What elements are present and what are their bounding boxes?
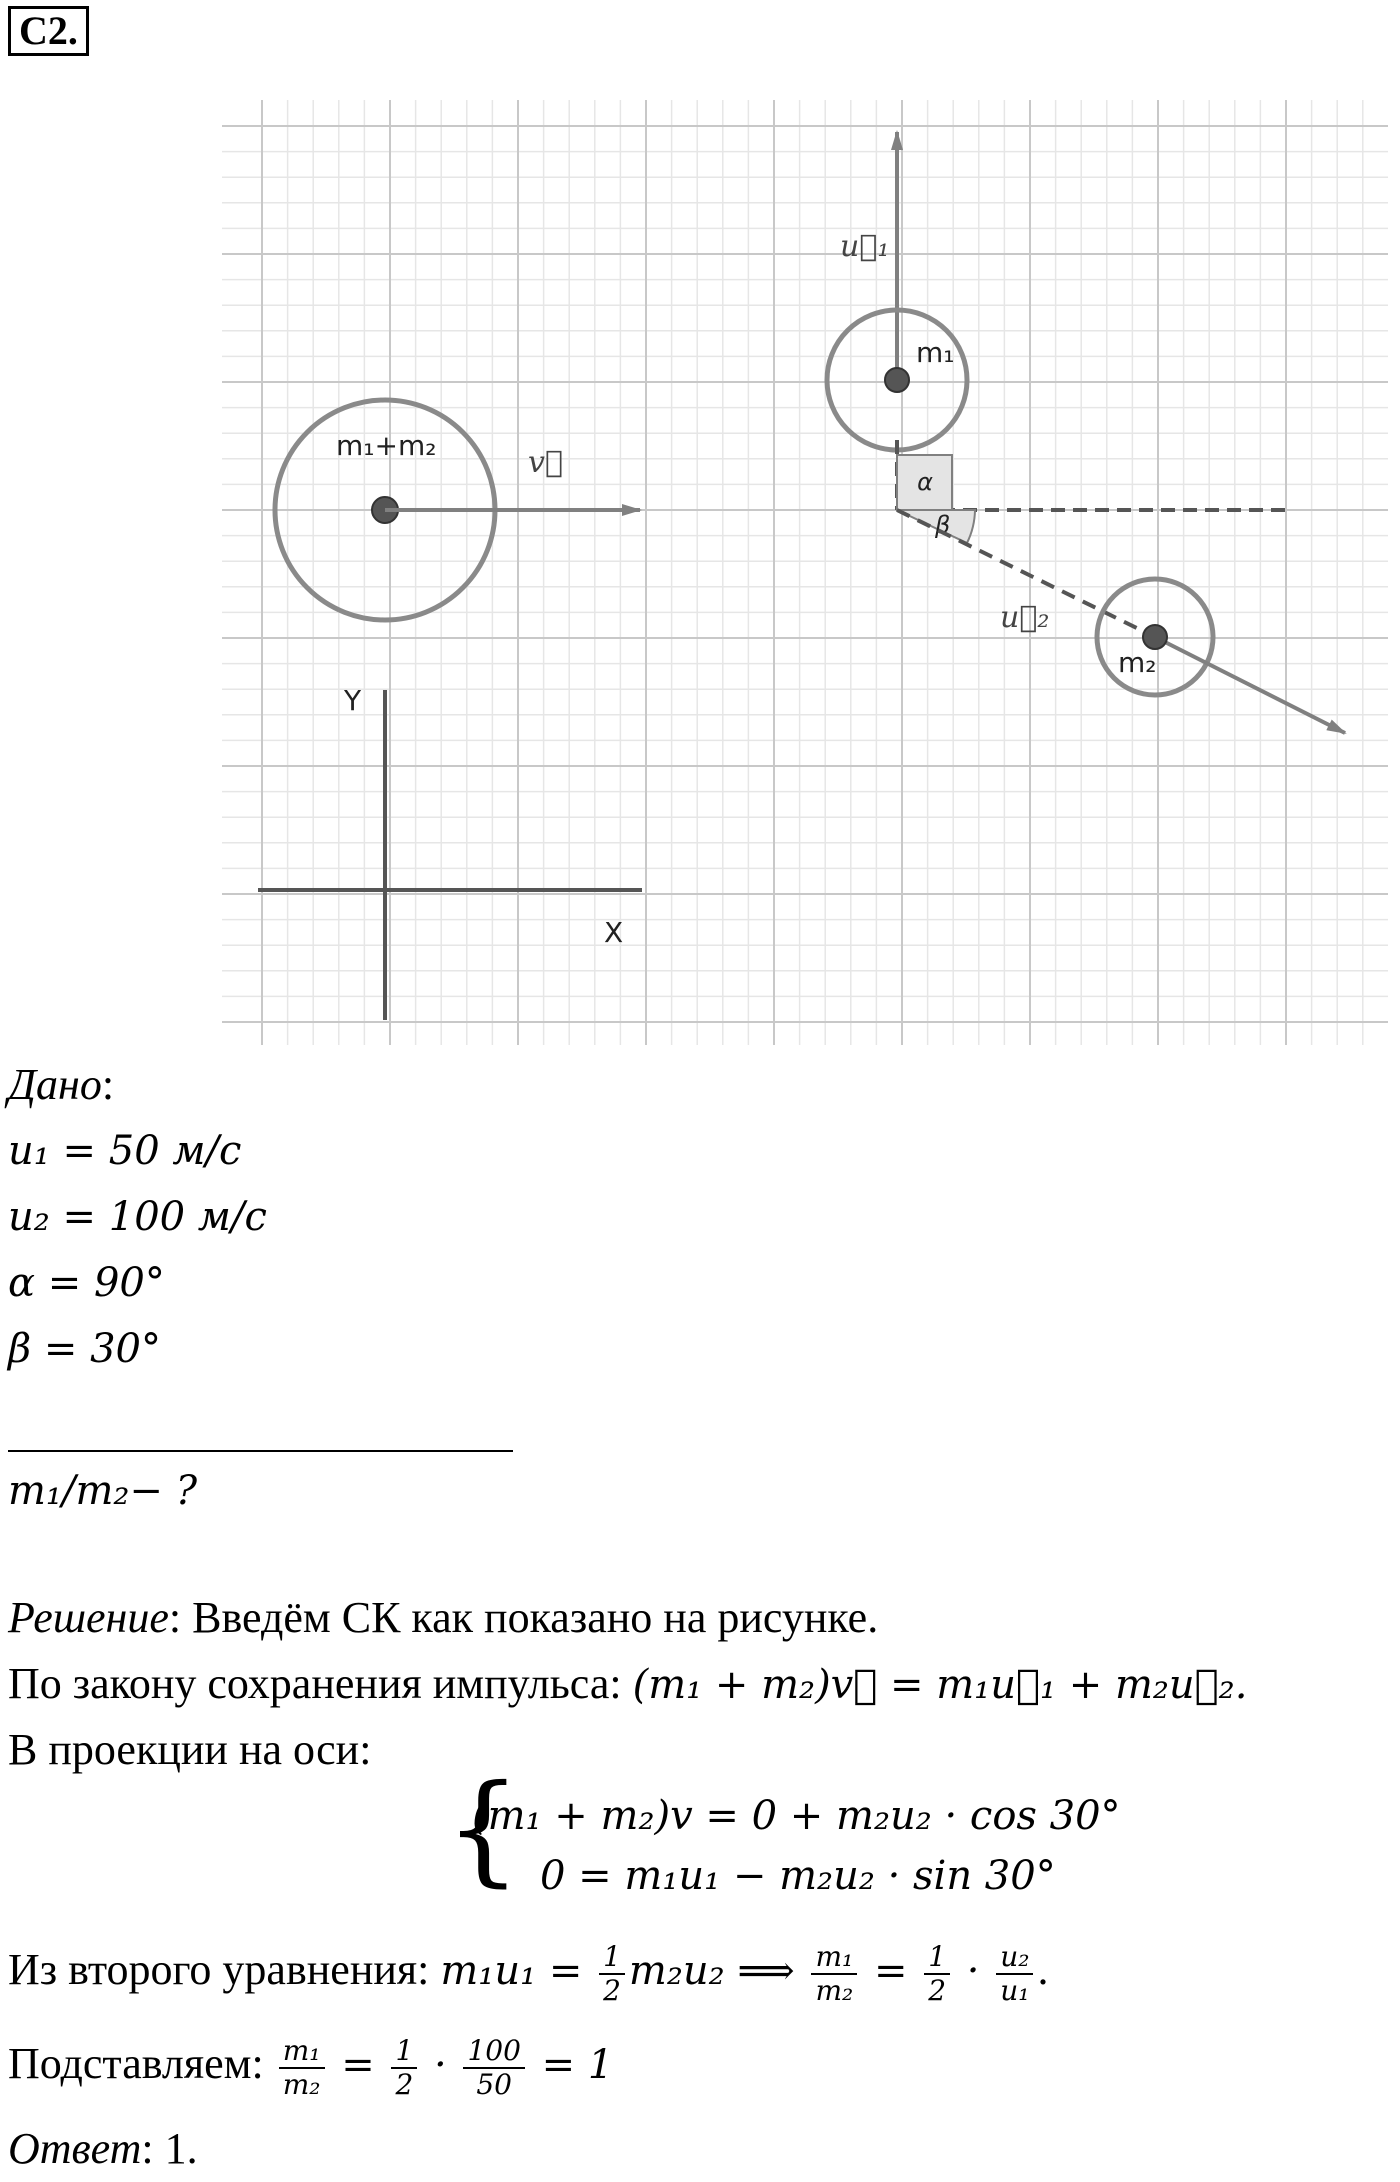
answer-line bbox=[8, 2116, 198, 2182]
v-vector-label: v⃗ bbox=[528, 445, 563, 480]
frac-m1-over-m2: $\frac{\text{m₁}}{\text{m₂}}$ bbox=[811, 1941, 857, 2007]
m1-label: m₁ bbox=[916, 336, 955, 369]
solution-heading: Решение bbox=[8, 1593, 169, 1642]
frac-one-half-2: $\frac{1}{2}$ bbox=[924, 1941, 950, 2007]
physics-diagram bbox=[0, 0, 1400, 1060]
given-line-beta: β = 30° bbox=[8, 1326, 161, 1372]
substitute-result: = 1 bbox=[528, 2042, 614, 2088]
momentum-law-line bbox=[8, 1651, 1247, 1718]
system-equation-2: 0 = m₁u₁ − m₂u₂ · sin 30° bbox=[540, 1853, 1056, 1899]
frac-u2-over-u1: $\frac{\text{u₂}}{\text{u₁}}$ bbox=[996, 1941, 1033, 2007]
frac-100-over-50: $\frac{100}{50}$ bbox=[463, 2035, 524, 2101]
substitute-line: Подставляем: $\frac{\text{m₁}}{\text{m₂}}$ = $\frac{1}{2}$ · $\frac{100}{50}$ = 1 bbox=[8, 2033, 614, 2101]
beta-label: β bbox=[935, 511, 951, 539]
given-heading: Дано bbox=[8, 1060, 102, 1109]
m2-label: m₂ bbox=[1118, 646, 1157, 679]
momentum-law-text: По закону сохранения импульса: bbox=[8, 1659, 633, 1708]
grid-minor bbox=[222, 100, 1388, 1045]
task-label: C2. bbox=[8, 6, 89, 56]
given-line-u2: u₂ = 100 м/с bbox=[8, 1194, 267, 1240]
second-equation-line: Из второго уравнения: m₁u₁ = $\frac{1}{2}$ m₂u₂ ⟹ $\frac{\text{m₁}}{\text{m₂}}$ = $\frac{1}{2}$ · $\frac{\text{u₂}}{\text{u₁}}$ . bbox=[8, 1939, 1049, 2007]
combined-mass-label: m₁+m₂ bbox=[336, 429, 437, 462]
given-line-alpha: α = 90° bbox=[8, 1260, 165, 1306]
frac-m1-over-m2-sub: $\frac{\text{m₁}}{\text{m₂}}$ bbox=[279, 2035, 325, 2101]
projection-text: В проекции на оси: bbox=[8, 1725, 372, 1774]
answer-value: : 1. bbox=[141, 2124, 198, 2173]
second-eq-part-a: m₁u₁ = bbox=[440, 1948, 596, 1994]
u1-vector-label: u⃗₁ bbox=[840, 229, 890, 264]
system-equation-1: (m₁ + m₂)v = 0 + m₂u₂ · cos 30° bbox=[472, 1793, 1121, 1839]
given-line-u1: u₁ = 50 м/с bbox=[8, 1128, 242, 1174]
second-eq-part-c: = bbox=[861, 1948, 921, 1994]
given-heading-line: Дано: bbox=[8, 1060, 115, 1109]
momentum-law-equation: (m₁ + m₂)v⃗ = m₁u⃗₁ + m₂u⃗₂. bbox=[632, 1662, 1248, 1708]
frac-one-half: $\frac{1}{2}$ bbox=[599, 1941, 625, 2007]
axis-x-label: X bbox=[604, 916, 624, 949]
solution-intro-line bbox=[8, 1585, 878, 1651]
alpha-label: α bbox=[917, 468, 933, 496]
solution-intro: : Введём СК как показано на рисунке. bbox=[168, 1593, 879, 1642]
system-brace: { bbox=[445, 1760, 522, 1899]
second-equation-text: Из второго уравнения: bbox=[8, 1945, 441, 1994]
substitute-text: Подставляем: bbox=[8, 2039, 275, 2088]
grid-major bbox=[222, 100, 1388, 1045]
find-line: m₁/m₂− ? bbox=[8, 1468, 198, 1514]
second-eq-part-b: m₂u₂ ⟹ bbox=[628, 1948, 808, 1994]
given-divider bbox=[8, 1450, 513, 1452]
axis-y-label: Y bbox=[344, 684, 362, 717]
m1-point bbox=[885, 368, 909, 392]
second-eq-part-d: · bbox=[954, 1948, 993, 1994]
frac-one-half-sub: $\frac{1}{2}$ bbox=[391, 2035, 417, 2101]
answer-heading: Ответ bbox=[8, 2124, 142, 2173]
u2-vector-label: u⃗₂ bbox=[1000, 600, 1050, 635]
